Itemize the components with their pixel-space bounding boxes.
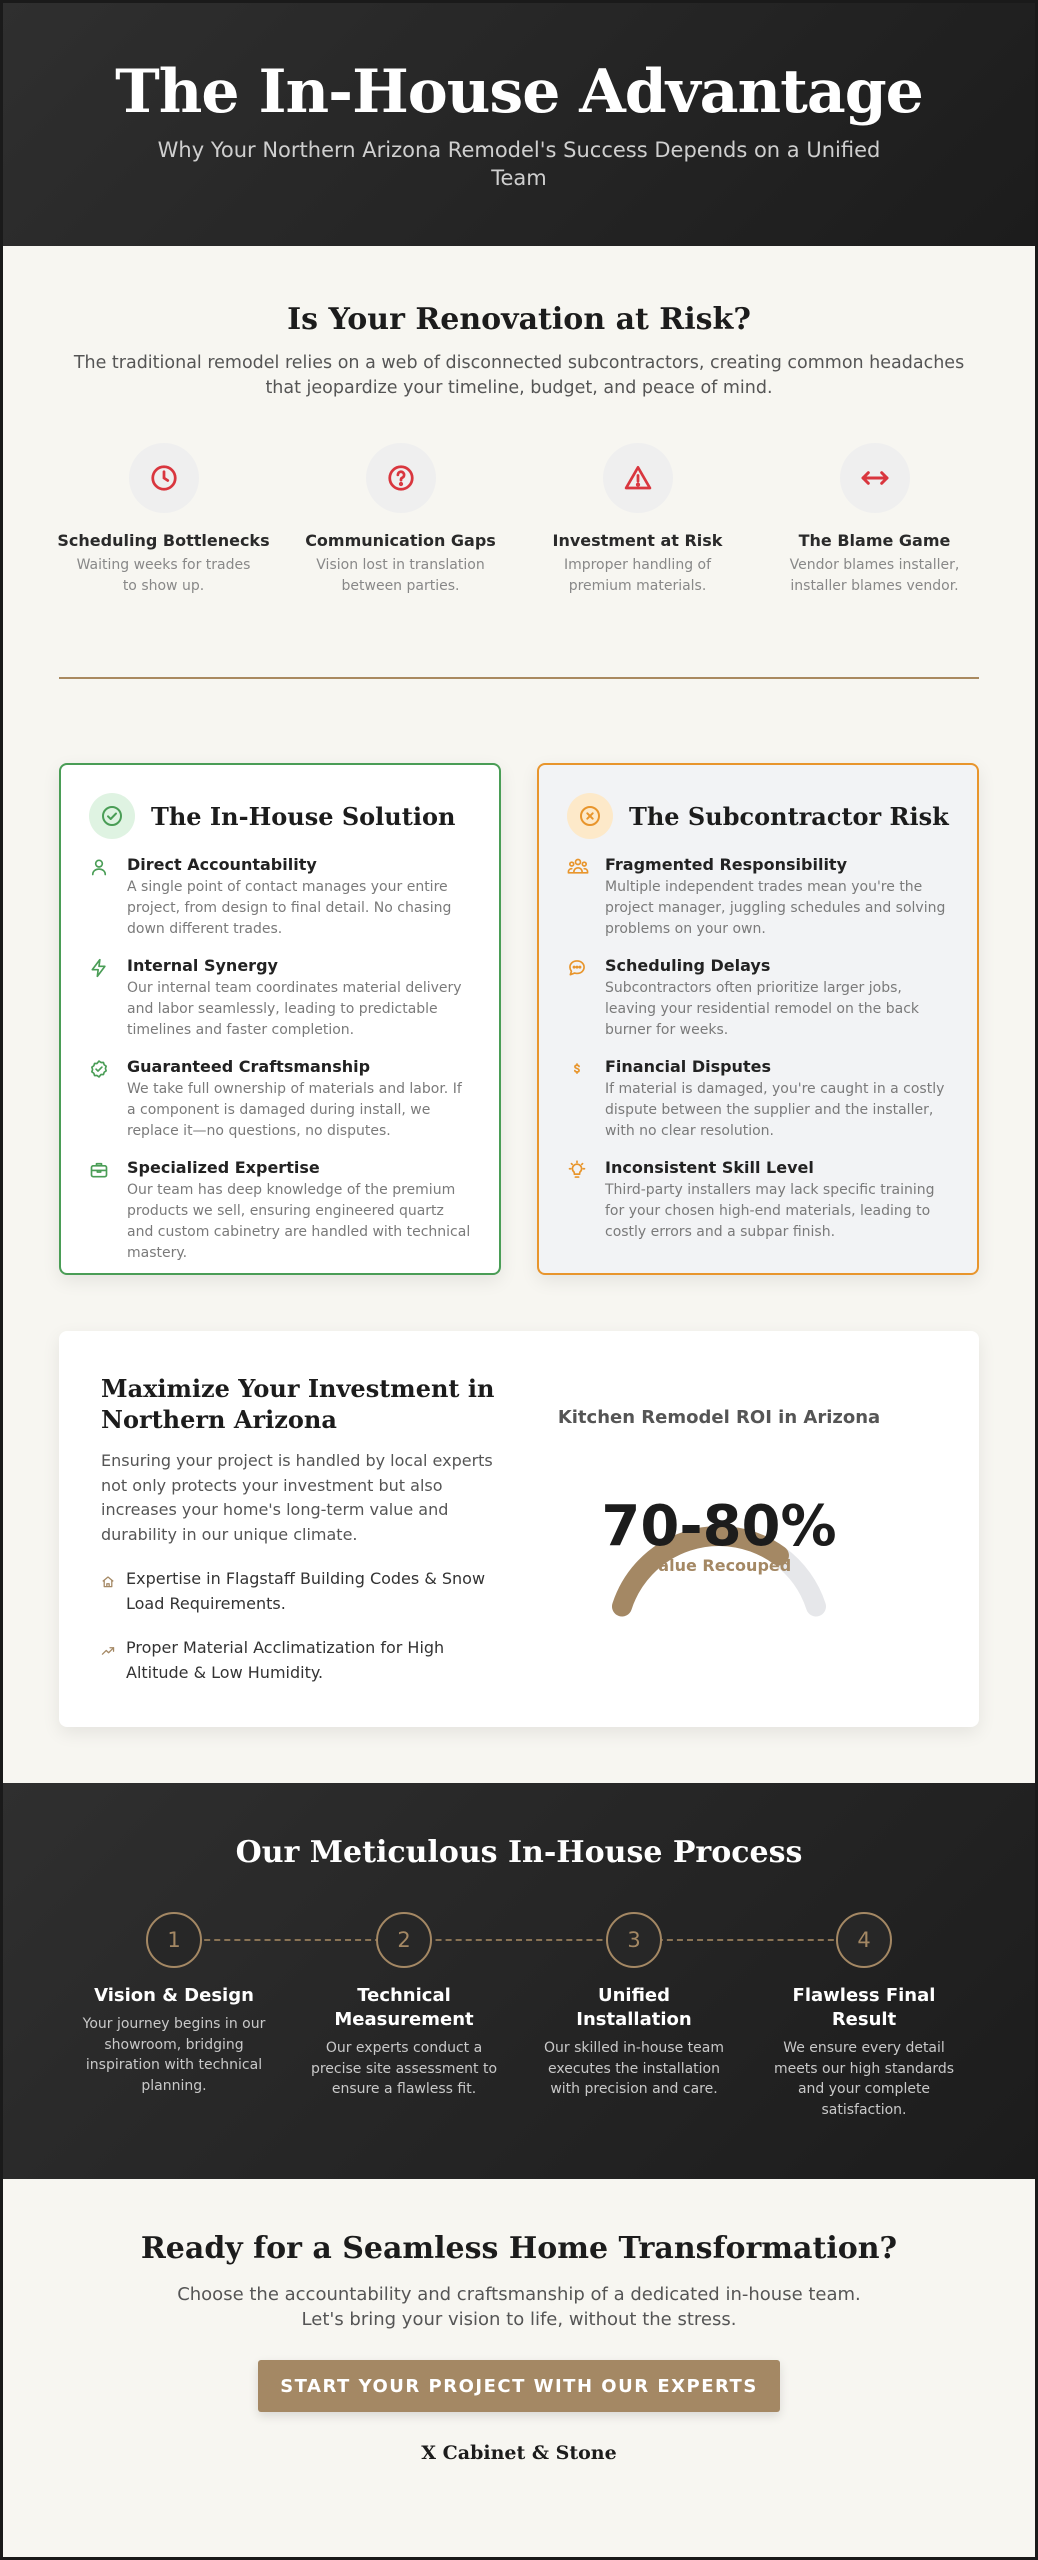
- step-title: Vision & Design: [94, 1985, 254, 2006]
- roi-desc: Ensuring your project is handled by local experts not only protects your investment but also increases your home's long-term value and durability in our unique climate.: [101, 1451, 493, 1544]
- process-step: [59, 1912, 289, 2120]
- pain-point-grid: [45, 443, 993, 597]
- dollar-icon: [567, 1057, 605, 1142]
- risk-desc: Third-party installers may lack specific training for your chosen high-end materials, leading to costly errors and a subpar finish.: [605, 1182, 935, 1240]
- roi-chart-title: Kitchen Remodel ROI in Arizona: [557, 1407, 881, 1428]
- roi-chart: [501, 1373, 937, 1727]
- subcontractor-card-title: The Subcontractor Risk: [629, 801, 949, 831]
- roi-section: [59, 1331, 979, 1727]
- feature-item: [89, 1057, 471, 1142]
- risk-title: Is Your Renovation at Risk?: [287, 302, 751, 337]
- step-number: 2: [376, 1912, 432, 1968]
- pain-point-title: Scheduling Bottlenecks: [57, 531, 270, 550]
- trending-up-icon: [101, 1636, 126, 1685]
- pain-point-title: Communication Gaps: [305, 531, 496, 550]
- cta-desc: Choose the accountability and craftsmanship of a dedicated in-house team. Let's bring your vision to life, without the stress.: [177, 2284, 861, 2330]
- pain-point: [756, 443, 993, 597]
- risk-desc: Multiple independent trades mean you're the project manager, juggling schedules and solving problems on your own.: [605, 879, 946, 937]
- pain-point: [45, 443, 282, 597]
- feature-title: Direct Accountability: [127, 855, 317, 874]
- step-number: 4: [836, 1912, 892, 1968]
- process-title: Our Meticulous In-House Process: [235, 1835, 803, 1870]
- feature-title: Guaranteed Craftsmanship: [127, 1057, 371, 1076]
- process-step: [749, 1912, 979, 2120]
- in-house-card-header: [89, 793, 471, 839]
- risk-desc: If material is damaged, you're caught in a costly dispute between the supplier and the installer, with no clear resolution.: [605, 1081, 945, 1139]
- lightning-icon: [89, 956, 127, 1041]
- gauge-label: Value Recouped: [646, 1556, 792, 1575]
- section-divider: [59, 677, 979, 679]
- chat-bubble-icon: [567, 956, 605, 1041]
- process-steps: [59, 1912, 979, 2120]
- question-icon: [366, 443, 436, 513]
- lightbulb-icon: [567, 1158, 605, 1243]
- risk-item: [567, 855, 949, 940]
- step-desc: We ensure every detail meets our high standards and your complete satisfaction.: [773, 2040, 955, 2118]
- arrows-horizontal-icon: [840, 443, 910, 513]
- step-desc: Our skilled in-house team executes the installation with precision and care.: [544, 2040, 724, 2097]
- subcontractor-card-header: [567, 793, 949, 839]
- pain-point-desc: Improper handling of premium materials.: [563, 557, 712, 594]
- pain-point-desc: Vendor blames installer, installer blames vendor.: [789, 557, 960, 594]
- step-number: 3: [606, 1912, 662, 1968]
- pain-point-desc: Vision lost in translation between parties.: [316, 557, 485, 594]
- pain-point-desc: Waiting weeks for trades to show up.: [76, 557, 251, 594]
- feature-desc: We take full ownership of materials and labor. If a component is damaged during install, we replace it—no questions, no disputes.: [127, 1081, 462, 1139]
- in-house-card: [59, 763, 501, 1275]
- cta-title: Ready for a Seamless Home Transformation?: [140, 2231, 898, 2266]
- risk-title: Scheduling Delays: [605, 956, 771, 975]
- feature-item: [89, 1158, 471, 1264]
- risk-section: [3, 246, 1035, 679]
- feature-desc: Our team has deep knowledge of the premium products we sell, ensuring engineered quartz and custom cabinetry are handled with technical mastery.: [127, 1182, 471, 1261]
- in-house-card-title: The In-House Solution: [151, 801, 456, 831]
- roi-benefit-text: Expertise in Flagstaff Building Codes & Snow Load Requirements.: [126, 1569, 486, 1613]
- pain-point-title: The Blame Game: [798, 531, 951, 550]
- warning-icon: [603, 443, 673, 513]
- comparison-section: [59, 763, 979, 1275]
- risk-desc: Subcontractors often prioritize larger jobs, leaving your residential remodel on the back burner for weeks.: [605, 980, 920, 1038]
- brand-name: X Cabinet & Stone: [421, 2442, 617, 2464]
- hero-subtitle: Why Your Northern Arizona Remodel's Success Depends on a Unified Team: [157, 138, 881, 190]
- roi-gauge: [589, 1488, 849, 1648]
- badge-check-icon: [89, 1057, 127, 1142]
- process-step: [519, 1912, 749, 2120]
- risk-item: [567, 1158, 949, 1243]
- user-icon: [89, 855, 127, 940]
- feature-item: [89, 855, 471, 940]
- check-circle-icon: [89, 793, 135, 839]
- gauge-value: 70-80%: [601, 1494, 837, 1559]
- step-number: 1: [146, 1912, 202, 1968]
- clock-icon: [129, 443, 199, 513]
- users-icon: [567, 855, 605, 940]
- process-step: [289, 1912, 519, 2120]
- risk-item: [567, 1057, 949, 1142]
- risk-title: Financial Disputes: [605, 1057, 771, 1076]
- hero-section: [3, 3, 1035, 246]
- step-desc: Our experts conduct a precise site assessment to ensure a flawless fit.: [310, 2040, 498, 2097]
- cta-section: [3, 2179, 1035, 2464]
- risk-title: Inconsistent Skill Level: [605, 1158, 814, 1177]
- risk-lead: The traditional remodel relies on a web of disconnected subcontractors, creating common headaches that jeopardize your timeline, budget, and peace of mind.: [73, 353, 965, 398]
- process-section: [3, 1783, 1035, 2179]
- roi-benefit: [101, 1636, 501, 1685]
- step-title: Unified Installation: [576, 1985, 692, 2030]
- feature-desc: Our internal team coordinates material delivery and labor seamlessly, leading to predictable timelines and faster completion.: [127, 980, 462, 1038]
- subcontractor-card: [537, 763, 979, 1275]
- start-project-button[interactable]: START YOUR PROJECT WITH OUR EXPERTS: [258, 2360, 780, 2412]
- pain-point-title: Investment at Risk: [552, 531, 723, 550]
- roi-title: Maximize Your Investment in Northern Arizona: [101, 1374, 495, 1434]
- feature-desc: A single point of contact manages your entire project, from design to final detail. No chasing down different trades.: [127, 879, 452, 937]
- home-icon: [101, 1567, 126, 1616]
- roi-benefit: [101, 1567, 501, 1616]
- roi-benefit-text: Proper Material Acclimatization for High Altitude & Low Humidity.: [126, 1638, 445, 1682]
- feature-title: Specialized Expertise: [127, 1158, 320, 1177]
- step-title: Technical Measurement: [334, 1985, 474, 2030]
- step-desc: Your journey begins in our showroom, bridging inspiration with technical planning.: [82, 2016, 266, 2094]
- toolbox-icon: [89, 1158, 127, 1264]
- hero-title: The In-House Advantage: [115, 57, 923, 127]
- risk-title: Fragmented Responsibility: [605, 855, 848, 874]
- roi-text: [101, 1373, 501, 1727]
- step-title: Flawless Final Result: [792, 1985, 936, 2030]
- feature-item: [89, 956, 471, 1041]
- risk-item: [567, 956, 949, 1041]
- pain-point: [519, 443, 756, 597]
- pain-point: [282, 443, 519, 597]
- feature-title: Internal Synergy: [127, 956, 278, 975]
- x-circle-icon: [567, 793, 613, 839]
